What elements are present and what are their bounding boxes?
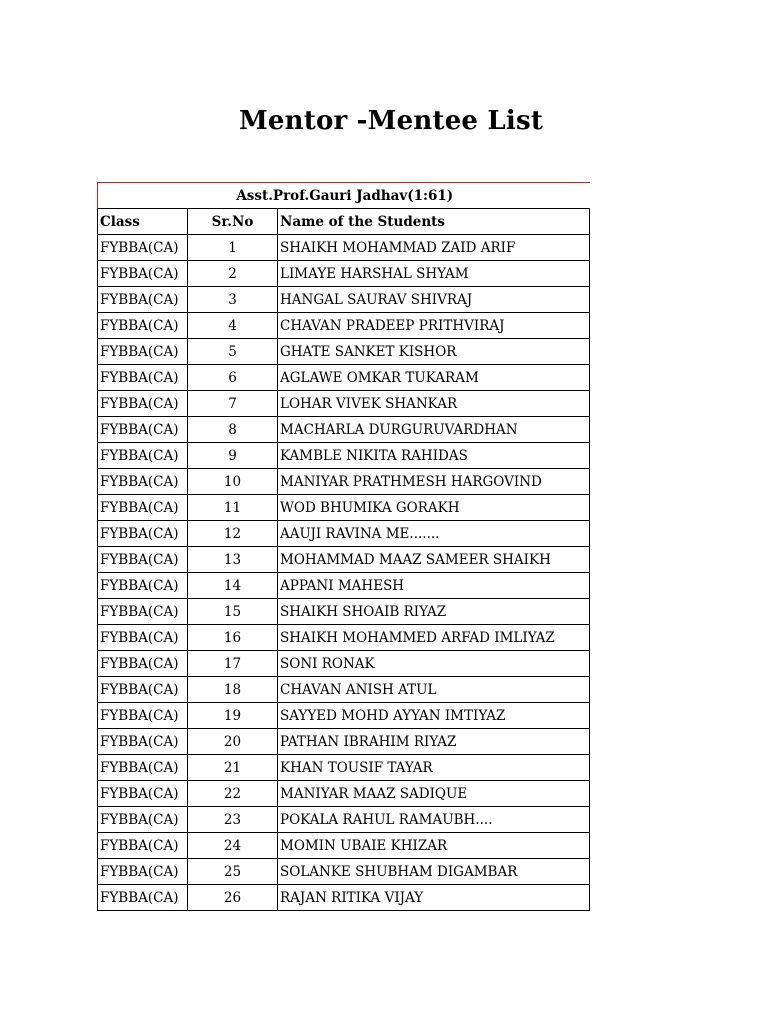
- srno-cell: 2: [188, 261, 278, 287]
- student-name-cell: HANGAL SAURAV SHIVRAJ: [278, 287, 590, 313]
- class-cell: FYBBA(CA): [98, 365, 188, 391]
- student-name-cell: WOD BHUMIKA GORAKH: [278, 495, 590, 521]
- table-row: [98, 651, 590, 677]
- class-cell: FYBBA(CA): [98, 495, 188, 521]
- class-cell: FYBBA(CA): [98, 339, 188, 365]
- student-name-cell: AAUJI RAVINA ME.......: [278, 521, 590, 547]
- table-row: [98, 729, 590, 755]
- class-cell: FYBBA(CA): [98, 703, 188, 729]
- class-cell: FYBBA(CA): [98, 677, 188, 703]
- table-row: [98, 443, 590, 469]
- class-cell: FYBBA(CA): [98, 859, 188, 885]
- srno-cell: 20: [188, 729, 278, 755]
- class-cell: FYBBA(CA): [98, 287, 188, 313]
- student-name-cell: SOLANKE SHUBHAM DIGAMBAR: [278, 859, 590, 885]
- srno-cell: 7: [188, 391, 278, 417]
- student-name-cell: MOMIN UBAIE KHIZAR: [278, 833, 590, 859]
- student-name-cell: LOHAR VIVEK SHANKAR: [278, 391, 590, 417]
- srno-cell: 4: [188, 313, 278, 339]
- table-row: [98, 703, 590, 729]
- student-name-cell: SHAIKH MOHAMMED ARFAD IMLIYAZ: [278, 625, 590, 651]
- class-cell: FYBBA(CA): [98, 313, 188, 339]
- table-row: [98, 677, 590, 703]
- table-row: [98, 313, 590, 339]
- column-header-class: Class: [98, 209, 188, 235]
- srno-cell: 19: [188, 703, 278, 729]
- class-cell: FYBBA(CA): [98, 625, 188, 651]
- table-row: [98, 495, 590, 521]
- mentor-name: Asst.Prof.Gauri Jadhav(1:61): [98, 183, 590, 209]
- srno-cell: 26: [188, 885, 278, 911]
- student-name-cell: RAJAN RITIKA VIJAY: [278, 885, 590, 911]
- srno-cell: 11: [188, 495, 278, 521]
- table-row: [98, 417, 590, 443]
- class-cell: FYBBA(CA): [98, 885, 188, 911]
- class-cell: FYBBA(CA): [98, 807, 188, 833]
- class-cell: FYBBA(CA): [98, 547, 188, 573]
- srno-cell: 14: [188, 573, 278, 599]
- table-row: [98, 885, 590, 911]
- student-name-cell: SONI RONAK: [278, 651, 590, 677]
- class-cell: FYBBA(CA): [98, 469, 188, 495]
- student-name-cell: MANIYAR MAAZ SADIQUE: [278, 781, 590, 807]
- srno-cell: 3: [188, 287, 278, 313]
- class-cell: FYBBA(CA): [98, 573, 188, 599]
- class-cell: FYBBA(CA): [98, 599, 188, 625]
- student-name-cell: CHAVAN PRADEEP PRITHVIRAJ: [278, 313, 590, 339]
- column-header-srno: Sr.No: [188, 209, 278, 235]
- table-row: [98, 235, 590, 261]
- student-name-cell: CHAVAN ANISH ATUL: [278, 677, 590, 703]
- srno-cell: 21: [188, 755, 278, 781]
- srno-cell: 24: [188, 833, 278, 859]
- class-cell: FYBBA(CA): [98, 651, 188, 677]
- student-name-cell: KAMBLE NIKITA RAHIDAS: [278, 443, 590, 469]
- class-cell: FYBBA(CA): [98, 443, 188, 469]
- mentee-table: [97, 182, 590, 911]
- student-name-cell: APPANI MAHESH: [278, 573, 590, 599]
- table-row: [98, 573, 590, 599]
- student-name-cell: GHATE SANKET KISHOR: [278, 339, 590, 365]
- class-cell: FYBBA(CA): [98, 729, 188, 755]
- table-row: [98, 469, 590, 495]
- table-row: [98, 833, 590, 859]
- table-row: [98, 287, 590, 313]
- student-name-cell: SHAIKH SHOAIB RIYAZ: [278, 599, 590, 625]
- srno-cell: 10: [188, 469, 278, 495]
- class-cell: FYBBA(CA): [98, 833, 188, 859]
- header-row: [98, 209, 590, 235]
- class-cell: FYBBA(CA): [98, 417, 188, 443]
- srno-cell: 6: [188, 365, 278, 391]
- student-name-cell: PATHAN IBRAHIM RIYAZ: [278, 729, 590, 755]
- srno-cell: 22: [188, 781, 278, 807]
- srno-cell: 23: [188, 807, 278, 833]
- srno-cell: 17: [188, 651, 278, 677]
- class-cell: FYBBA(CA): [98, 521, 188, 547]
- student-name-cell: POKALA RAHUL RAMAUBH....: [278, 807, 590, 833]
- student-name-cell: MOHAMMAD MAAZ SAMEER SHAIKH: [278, 547, 590, 573]
- mentor-row: [98, 183, 590, 209]
- student-name-cell: SAYYED MOHD AYYAN IMTIYAZ: [278, 703, 590, 729]
- srno-cell: 12: [188, 521, 278, 547]
- table-row: [98, 755, 590, 781]
- srno-cell: 18: [188, 677, 278, 703]
- srno-cell: 1: [188, 235, 278, 261]
- table-row: [98, 339, 590, 365]
- table-row: [98, 625, 590, 651]
- srno-cell: 25: [188, 859, 278, 885]
- srno-cell: 15: [188, 599, 278, 625]
- table-row: [98, 365, 590, 391]
- table-row: [98, 781, 590, 807]
- table-row: [98, 599, 590, 625]
- column-header-name: Name of the Students: [278, 209, 590, 235]
- table-row: [98, 521, 590, 547]
- table-row: [98, 261, 590, 287]
- class-cell: FYBBA(CA): [98, 261, 188, 287]
- student-name-cell: LIMAYE HARSHAL SHYAM: [278, 261, 590, 287]
- class-cell: FYBBA(CA): [98, 235, 188, 261]
- class-cell: FYBBA(CA): [98, 391, 188, 417]
- class-cell: FYBBA(CA): [98, 755, 188, 781]
- table-row: [98, 807, 590, 833]
- srno-cell: 5: [188, 339, 278, 365]
- srno-cell: 9: [188, 443, 278, 469]
- student-name-cell: MACHARLA DURGURUVARDHAN: [278, 417, 590, 443]
- table-row: [98, 391, 590, 417]
- student-name-cell: KHAN TOUSIF TAYAR: [278, 755, 590, 781]
- student-name-cell: AGLAWE OMKAR TUKARAM: [278, 365, 590, 391]
- class-cell: FYBBA(CA): [98, 781, 188, 807]
- page-title: Mentor -Mentee List: [238, 106, 544, 136]
- table-row: [98, 859, 590, 885]
- srno-cell: 8: [188, 417, 278, 443]
- srno-cell: 13: [188, 547, 278, 573]
- student-name-cell: MANIYAR PRATHMESH HARGOVIND: [278, 469, 590, 495]
- student-name-cell: SHAIKH MOHAMMAD ZAID ARIF: [278, 235, 590, 261]
- table-row: [98, 547, 590, 573]
- srno-cell: 16: [188, 625, 278, 651]
